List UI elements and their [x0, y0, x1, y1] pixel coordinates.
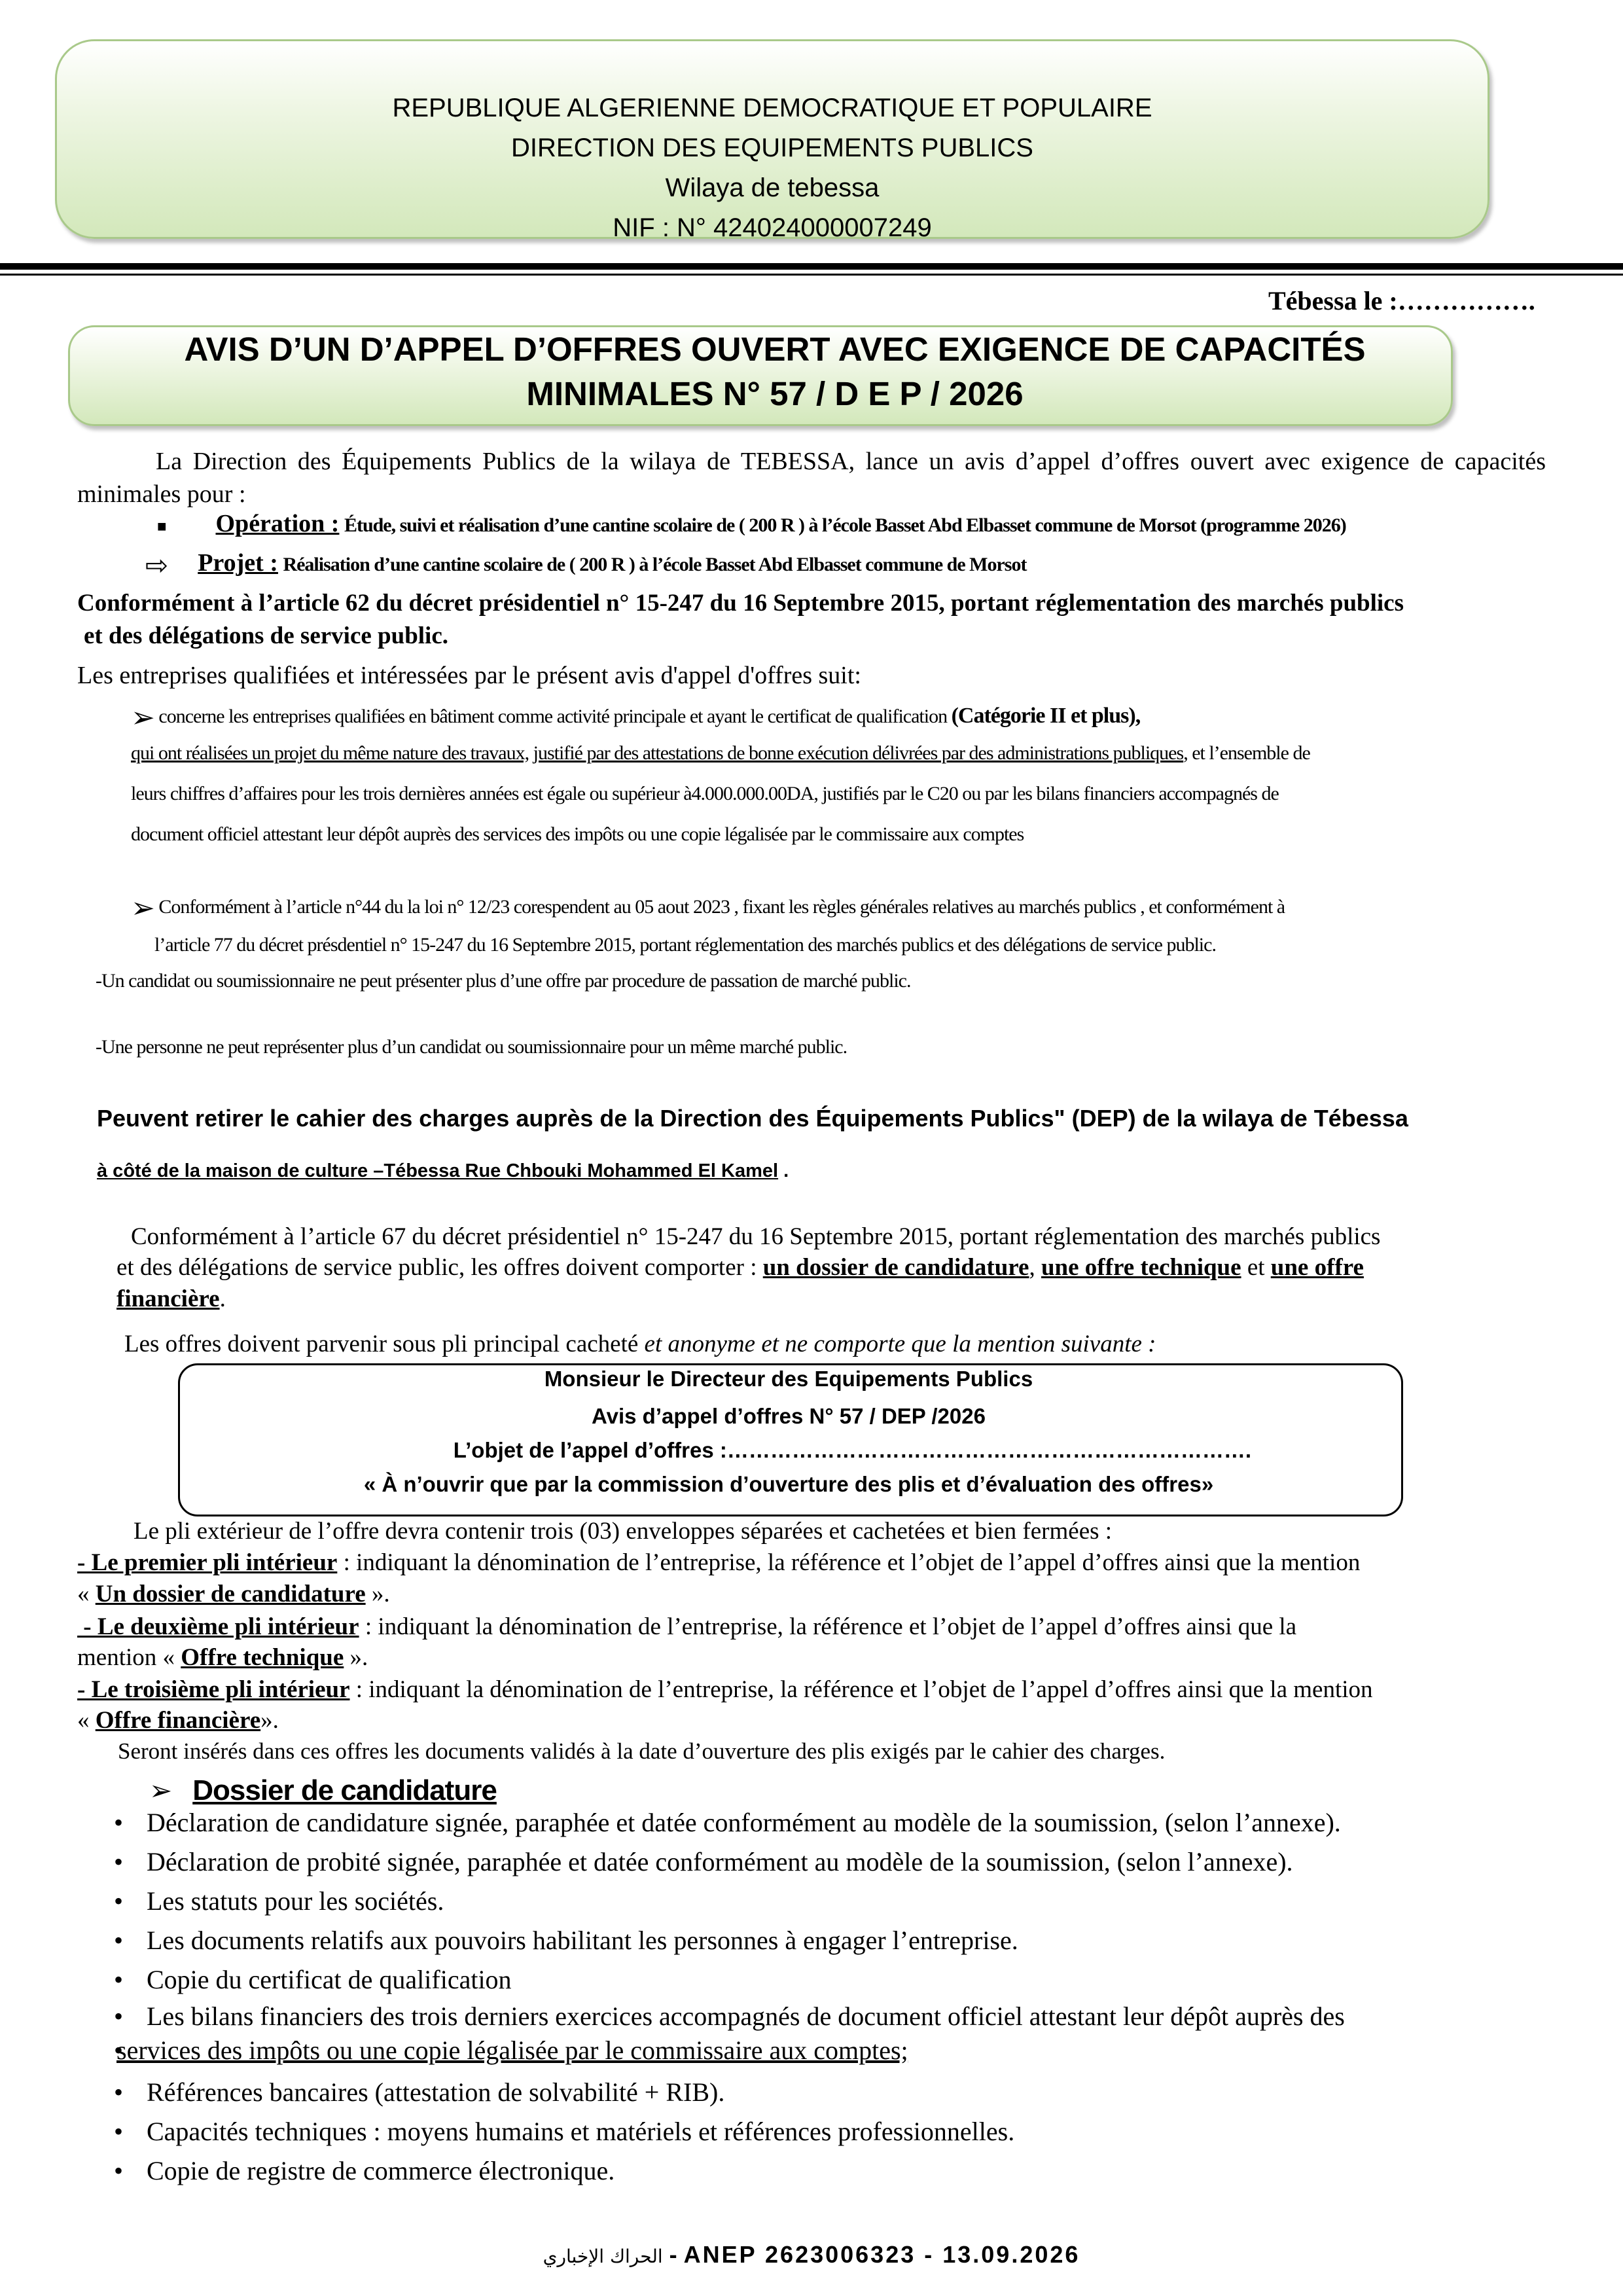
- qualification-line-4: document officiel attestant leur dépôt auprès des services des impôts ou une copie légalisée par le commissaire aux comptes: [131, 823, 1024, 845]
- pli-2-line-2: [77, 1643, 368, 1672]
- article-62-line-2: et des délégations de service public.: [84, 622, 449, 649]
- pli-1-label: - Le premier pli intérieur: [77, 1549, 338, 1576]
- projet-line: [145, 547, 1026, 583]
- pli-1-line-2: [77, 1580, 390, 1608]
- list-item-continuation: [110, 2034, 1550, 2076]
- article-67-line-2: [116, 1253, 1364, 1283]
- article-67-sep: ,: [1029, 1254, 1035, 1281]
- qualification-line-1: [131, 696, 1140, 738]
- retrait-address: à côté de la maison de culture –Tébessa Rue Chbouki Mohammed El Kamel: [97, 1160, 779, 1181]
- page-title: [68, 327, 1482, 416]
- list-item: • Déclaration de probité signée, paraphée et datée conformément au modèle de la soumission, (selon l’annexe).: [110, 1846, 1550, 1885]
- pli-3-line-1: [77, 1676, 1373, 1704]
- dossier-title: Dossier de candidature: [192, 1774, 497, 1806]
- outline-arrow-icon: ⇨: [145, 551, 169, 582]
- mention-objet: L’objet de l’appel d’offres :……………………………………………………………….: [453, 1438, 1251, 1462]
- qualification-line-3: leurs chiffres d’affaires pour les trois dernières années est égale ou supérieur à4.000.000.00DA, justifiés par le C20 ou par les bilans financiers accompagnés de: [131, 783, 1279, 804]
- pli-1-mention-post: ».: [371, 1581, 390, 1607]
- qualification-rest: , et l’ensemble de: [1183, 742, 1310, 764]
- footer: [0, 2241, 1623, 2269]
- article-67-line-1: Conformément à l’article 67 du décret présidentiel n° 15-247 du 16 Septembre 2015, portant réglementation des marchés publics: [131, 1223, 1381, 1250]
- article-62-paragraph: [77, 587, 1404, 653]
- article-44-line-2: l’article 77 du décret présdentiel n° 15-247 du 16 Septembre 2015, portant réglementation des marchés publics et des délégations de service public.: [154, 934, 1216, 956]
- qualification-attestations: justifié par des attestations de bonne exécution délivrées par des administrations publiques: [533, 742, 1184, 764]
- list-item: • Copie du certificat de qualification: [110, 1964, 1550, 2000]
- pli-1-line-1: [77, 1549, 1360, 1577]
- pli-2-line-1: [77, 1613, 1296, 1641]
- arrowhead-bullet-icon: ➢: [131, 702, 154, 734]
- offer-financiere-cont: financière: [116, 1285, 220, 1312]
- rule-one-offer: -Un candidat ou soumissionnaire ne peut présenter plus d’une offre par procedure de passation de marché public.: [96, 970, 911, 992]
- header-country: REPUBLIQUE ALGERIENNE DEMOCRATIQUE ET POPULAIRE: [392, 94, 1152, 122]
- pli-2-mention-pre: mention «: [77, 1644, 175, 1671]
- header-rule-thick: [0, 263, 1623, 270]
- list-item: • Capacités techniques : moyens humains et matériels et références professionnelles.: [110, 2115, 1550, 2155]
- pli-3-label: - Le troisième pli intérieur: [77, 1676, 350, 1703]
- operation-line: [157, 507, 1346, 543]
- pli-1-mention-pre: «: [77, 1581, 90, 1607]
- article-67-text: et des délégations de service public, les offres doivent comporter :: [116, 1254, 757, 1281]
- list-item: • Les documents relatifs aux pouvoirs habilitant les personnes à engager l’entreprise.: [110, 1924, 1550, 1964]
- pli-2-text: : indiquant la dénomination de l’entreprise, la référence et l’objet de l’appel d’offres ainsi que la: [359, 1613, 1297, 1640]
- retrait-line-2: [97, 1160, 789, 1182]
- article-67-end: .: [219, 1285, 226, 1312]
- intro-paragraph: La Direction des Équipements Publics de la wilaya de TEBESSA, lance un avis d’appel d’offres ouvert avec exigence de capacités minimales pour :: [77, 448, 1546, 508]
- header-wilaya: Wilaya de tebessa: [665, 173, 880, 202]
- projet-text: Réalisation d’une cantine scolaire de ( 200 R ) à l’école Basset Abd Elbasset commune de Morsot: [283, 554, 1027, 575]
- pli-3-line-2: [77, 1706, 279, 1734]
- mention-avis: Avis d’appel d’offres N° 57 / DEP /2026: [592, 1404, 986, 1428]
- article-44-line-1: [131, 887, 1285, 929]
- list-item: • Déclaration de candidature signée, paraphée et datée conformément au modèle de la soumission, (selon l’annexe).: [110, 1806, 1550, 1846]
- qualification-category: (Catégorie II et plus),: [951, 704, 1141, 728]
- inseres-line: Seront insérés dans ces offres les documents validés à la date d’ouverture des plis exigés par le cahier des charges.: [118, 1738, 1166, 1764]
- pli-exterieur-line: Le pli extérieur de l’offre devra contenir trois (03) enveloppes séparées et cachetées et bien fermées :: [134, 1518, 1113, 1545]
- pli-3-mention: Offre financière: [95, 1707, 261, 1734]
- arrowhead-bullet-icon: ➢: [149, 1776, 173, 1806]
- article-62-line-1: Conformément à l’article 62 du décret présidentiel n° 15-247 du 16 Septembre 2015, portant réglementation des marchés publics: [77, 590, 1404, 617]
- pli-normal: Les offres doivent parvenir sous pli principal cacheté: [124, 1331, 639, 1357]
- pli-principal-line: [124, 1330, 1156, 1358]
- pli-1-text: : indiquant la dénomination de l’entreprise, la référence et l’objet de l’appel d’offres ainsi que la mention: [337, 1549, 1361, 1576]
- pli-3-mention-post: ».: [260, 1707, 279, 1734]
- list-item: • Références bancaires (attestation de solvabilité + RIB).: [110, 2076, 1550, 2115]
- dossier-heading: [149, 1772, 497, 1810]
- retrait-line-1: Peuvent retirer le cahier des charges auprès de la Direction des Équipements Publics" (DEP) de la wilaya de Tébessa: [97, 1105, 1408, 1132]
- qualification-projet-similaire: qui ont réalisées un projet du même nature des travaux,: [131, 742, 529, 764]
- square-bullet-icon: ■: [157, 518, 167, 536]
- arrowhead-bullet-icon: ➢: [131, 892, 154, 925]
- operation-text: Étude, suivi et réalisation d’une cantine scolaire de ( 200 R ) à l’école Basset Abd Elbasset commune de Morsot (programme 2026): [344, 514, 1346, 536]
- offer-financiere: une offre: [1270, 1254, 1364, 1281]
- pli-3-mention-pre: «: [77, 1707, 90, 1734]
- entreprises-intro: Les entreprises qualifiées et intéressées par le présent avis d'appel d'offres suit:: [77, 662, 861, 689]
- article-67-and: et: [1247, 1254, 1265, 1281]
- header-nif: NIF : N° 424024000007249: [613, 213, 932, 242]
- mention-directeur: Monsieur le Directeur des Equipements Publics: [544, 1367, 1033, 1391]
- header-box: [55, 39, 1489, 242]
- retrait-end: .: [783, 1160, 789, 1181]
- date-line: Tébessa le :…………….: [1268, 286, 1535, 315]
- article-67-line-3: [116, 1284, 226, 1314]
- offer-technique: une offre technique: [1041, 1254, 1241, 1281]
- qualification-line-2: [131, 733, 1310, 774]
- pli-2-mention: Offre technique: [181, 1644, 344, 1671]
- article-44-text: Conformément à l’article n°44 du la loi n° 12/23 corespendent au 05 aout 2023 , fixant les règles générales relatives au marchés publics , et conformément à: [158, 896, 1285, 918]
- operation-label: Opération :: [215, 510, 340, 537]
- header-rule-thin: [0, 274, 1623, 276]
- title-line-2: MINIMALES N° 57 / D E P / 2026: [526, 375, 1024, 412]
- dossier-list: [110, 1806, 1550, 2194]
- list-item: • Les statuts pour les sociétés.: [110, 1885, 1550, 1924]
- list-item: • Les bilans financiers des trois derniers exercices accompagnés de document officiel attestant leur dépôt auprès des: [110, 2000, 1550, 2034]
- rule-one-candidate: -Une personne ne peut représenter plus d’un candidat ou soumissionnaire pour un même marché public.: [96, 1036, 847, 1058]
- footer-anep-code: - ANEP 2623006323 - 13.09.2026: [669, 2241, 1080, 2268]
- qualification-text: concerne les entreprises qualifiées en bâtiment comme activité principale et ayant le certificat de qualification: [158, 706, 948, 727]
- mention-ne-pas-ouvrir: « À n’ouvrir que par la commission d’ouverture des plis et d’évaluation des offres»: [363, 1472, 1214, 1496]
- pli-1-mention: Un dossier de candidature: [95, 1581, 366, 1607]
- footer-newspaper: الحراك الإخباري: [543, 2246, 663, 2267]
- pli-3-text: : indiquant la dénomination de l’entreprise, la référence et l’objet de l’appel d’offres ainsi que la mention: [349, 1676, 1373, 1703]
- header-direction: DIRECTION DES EQUIPEMENTS PUBLICS: [511, 134, 1033, 162]
- bilans-line-2: services des impôts ou une copie légalisée par le commissaire aux comptes;: [116, 2036, 908, 2065]
- list-item: • Copie de registre de commerce électronique.: [110, 2155, 1550, 2194]
- offer-dossier-candidature: un dossier de candidature: [762, 1254, 1029, 1281]
- projet-label: Projet :: [198, 549, 278, 577]
- title-line-1: AVIS D’UN D’APPEL D’OFFRES OUVERT AVEC EXIGENCE DE CAPACITÉS: [184, 331, 1366, 368]
- pli-2-mention-post: ».: [349, 1644, 368, 1671]
- pli-italic: et anonyme et ne comporte que la mention suivante :: [644, 1331, 1156, 1357]
- pli-2-label: - Le deuxième pli intérieur: [77, 1613, 359, 1640]
